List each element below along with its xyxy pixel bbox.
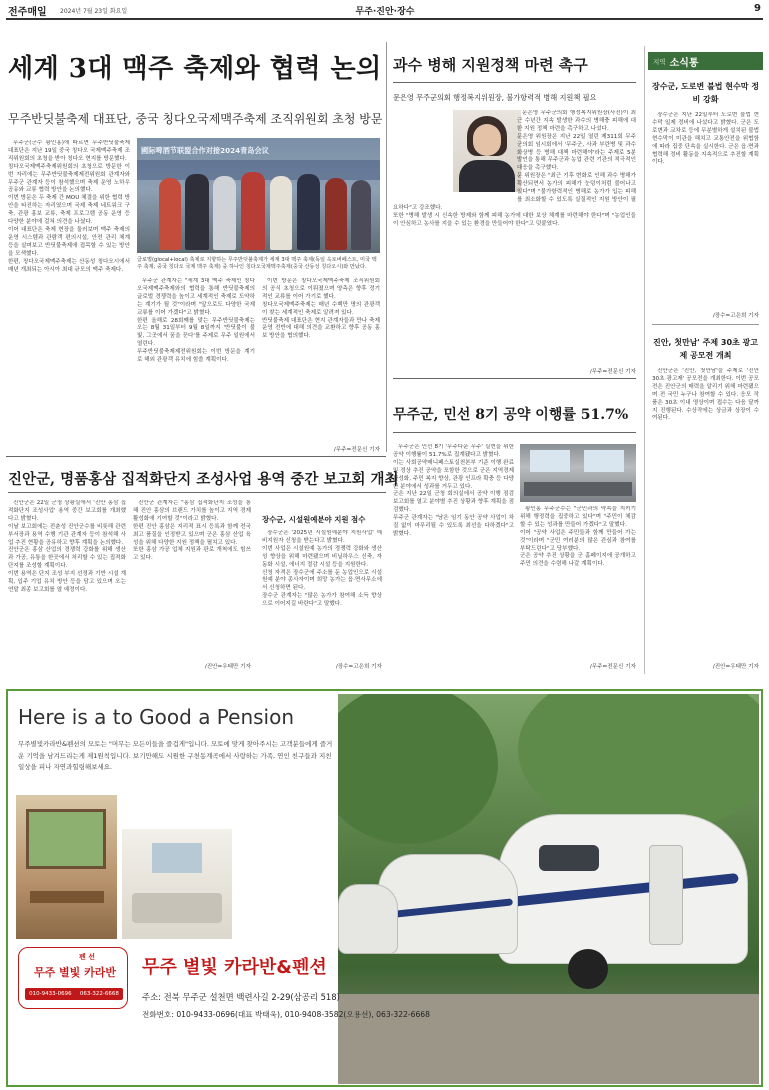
ad-headline: Here is a to Good a Pension <box>18 705 295 729</box>
person-figure <box>159 178 181 250</box>
caravan <box>338 884 398 954</box>
ad-address: 주소: 전북 무주군 설천면 백련사길 2-29(삼공리 518) <box>142 992 340 1002</box>
jangsu-body: 장수군은 '2025년 시설원예분야 지원사업' 예비지원자 신청을 받는다고 밝혔다. 이번 사업은 시설원예 농가의 경쟁력 강화와 생산성 향상을 위해 마련됐으며 비닐하우스 신축, 자동화 시설, 에너지 절감 시설 등을 지원한다. 신청 자격은 장수군에 주소를 둔 농업인으로 시설원예 분야 종사자이며 희망 농가는 읍·면사무소에서 신청하면 된다. 장수군 관계자는 "많은 농가가 참여해 소득 향상으로 이어지길 바란다"고 말했다. <box>262 530 382 608</box>
meeting-photo <box>520 444 636 502</box>
person-figure <box>270 176 292 250</box>
caravan-window <box>539 845 599 871</box>
pledge-top-rule <box>393 378 636 379</box>
sidebar-item1-text: 장수군은 지난 22일부터 도로변 불법 현수막 일제 정비에 나섰다고 밝혔다. 군은 도로변과 교차로 등에 무분별하게 설치된 불법 현수막이 미관을 해치고 교통안전을 위협함에 따라 집중 단속을 실시한다. 군은 읍·면과 협력해 정비 활동을 지속적으로 추진할 계획이다. <box>652 112 759 166</box>
jangsu-headline: 장수군, 시설원예분야 지원 점수 <box>262 515 366 524</box>
ad-interior-photo <box>122 829 232 939</box>
sidebar-item1-byline: /장수=고은희 기자 <box>712 313 759 319</box>
meeting-screen <box>584 450 624 472</box>
jinan-col2 <box>133 500 251 660</box>
column-divider <box>386 42 387 452</box>
sidebar-item2-title: 진안, 첫만남' 주제 30초 광고제 공모전 개최 <box>652 338 759 360</box>
masthead-paper-name: 전주매일 <box>8 7 47 18</box>
right-headline: 과수 병해 지원정책 마련 촉구 <box>393 56 588 74</box>
ad-caravan-photo <box>338 694 759 1084</box>
room-table <box>30 891 104 903</box>
interior-window <box>152 843 202 873</box>
person-figure <box>241 172 265 250</box>
person-figure <box>185 174 209 250</box>
jangsu-byline: /장수=고은희 기자 <box>335 664 382 670</box>
main-article-col3-text: 이번 방문은 칭다오국제맥주축제 조직위원회의 공식 초청으로 이뤄졌으며 양측은 향후 정기적인 교류를 이어 가기로 했다. 칭다오국제맥주축제는 매년 수백만 명의 관광객이 찾는 세계적인 축제로 알려져 있다. 반딧불축제 대표단은 현지 관계자들과 만나 축제 운영 전반에 대해 의견을 교환하고 향후 공동 홍보 방안을 협의했다. <box>262 278 380 340</box>
tree-foliage <box>518 694 759 834</box>
ad-logo-phone2: 063-322-6668 <box>79 991 119 997</box>
jinan-byline: /진안=우태만 기자 <box>204 664 251 670</box>
right-headline-rule <box>393 82 636 83</box>
jinan-headline-rule <box>8 492 386 493</box>
portrait-float-spacer <box>393 110 517 200</box>
main-photo <box>137 138 380 253</box>
person-figure <box>325 178 347 250</box>
ad-frame <box>6 689 763 1087</box>
main-article-col2 <box>137 278 255 450</box>
person-figure <box>351 180 371 250</box>
ad-business-name: 무주 별빛 카라반&펜션 <box>142 957 327 978</box>
section-title: 무주·진안·장수 <box>355 7 415 17</box>
sidebar-divider <box>652 324 759 325</box>
masthead-date: 2024년 7월 23일 화요일 <box>60 8 128 15</box>
jinan-col1 <box>8 500 126 670</box>
main-article-col2-text: 무주군 관계자는 "세계 3대 맥주 축제인 칭다오국제맥주축제와의 협력을 통해 반딧불축제의 글로벌 경쟁력을 높이고 세계적인 축제로 도약하는 계기가 될 것"이라며 "앞으로도 다양한 국제 교류를 이어 가겠다"고 밝혔다. 한편 올해로 28회째를 맞는 무주반딧불축제는 오는 8월 31일부터 9월 8일까지 '반딧불이 불빛, 그곳에서 꿈을 꾼다'를 주제로 무주 일원에서 열린다. 무주반딧불축제제전위원회는 이번 방문을 계기로 해외 관광객 유치에 힘쓸 계획이다. <box>137 278 255 364</box>
ad-logo-phone: 010-9433-0696 <box>29 991 72 997</box>
interior-bed <box>132 893 222 923</box>
main-article-byline: /무주=전문신 기자 <box>333 447 380 453</box>
header-rule <box>6 18 763 20</box>
pledge-headline-rule <box>393 432 636 433</box>
meeting-table <box>524 482 632 496</box>
caravan-wheel <box>568 949 608 989</box>
jangsu-text <box>262 530 382 660</box>
ad-room-photo <box>16 795 117 939</box>
main-article-col1-text: 무주군(군수 황인홍)에 따르면 무주반딧불축제 대표단은 지난 19일 중국 칭다오 국제맥주축제 조직위원회의 초청을 받아 칭다오 현지를 방문했다. 칭다오국제맥주축제위원회의 초청으로 방문한 이번 자리에는 무주반딧불축제제전위원회 관계자와 무주군 관계자 등이 참석했으며 축제 운영 노하우 공유와 교류 협력 방안을 논의했다. 이번 방문은 두 축제 간 MOU 체결을 위한 협력 방안을 타진하는 자리였으며 국제 축제 네트워크 구축, 관광 홍보 교류, 축제 프로그램 공동 운영 등 다양한 분야에 걸쳐 의견을 나눴다. 이어 대표단은 축제 현장을 둘러보며 맥주 축제의 운영 시스템과 관람객 편의시설, 안전 관리 체계 등을 살펴보고 반딧불축제에 접목할 수 있는 방안을 모색했다. 한편, 칭다오국제맥주축제는 산동성 칭다오시에서 매년 개최되는 아시아 최대 규모의 맥주 축제다. <box>8 140 130 273</box>
pledge-byline: /무주=전문신 기자 <box>589 664 636 670</box>
sidebar-item1-body <box>652 112 759 302</box>
page-number: 9 <box>754 3 761 14</box>
ad-logo-top: 펜 선 <box>79 953 95 961</box>
jinan-col2-text: 진안군 관계자는 "홍삼 집적화단지 조성을 통해 진안 홍삼의 브랜드 가치를 높이고 지역 경제 활성화에 기여할 것"이라고 밝혔다. 한편 진안 홍삼은 지리적 표시 등록과 함께 전국 최고 품질을 인정받고 있으며 군은 홍삼 산업 육성을 위해 다양한 지원 정책을 펼치고 있다. 또한 홍삼 가공 업체 지원과 판로 개척에도 힘쓰고 있다. <box>133 500 251 562</box>
tree-foliage <box>338 694 498 844</box>
jinan-col1-text: 진안군은 22일 군청 상황실에서 '진안 홍삼 집적화단지 조성사업' 용역 중간 보고회를 개최했다고 밝혔다. 이날 보고회에는 전춘성 진안군수를 비롯해 관련 부서장과 용역 수행 기관 관계자 등이 참석해 사업 추진 현황을 공유하고 향후 계획을 논의했다. 진안군은 홍삼 산업의 경쟁력 강화를 위해 생산과 가공, 유통을 한곳에서 처리할 수 있는 집적화단지를 조성할 계획이다. 이번 용역은 단지 조성 부지 선정과 기반 시설 계획, 입주 기업 유치 방안 등을 담고 있으며 오는 연말 최종 보고회를 열 예정이다. <box>8 500 126 593</box>
meeting-screen <box>530 450 570 472</box>
main-headline: 세계 3대 맥주 축제와 협력 논의 <box>8 54 382 84</box>
caravan-stripe <box>509 873 739 907</box>
sidebar-item1-title: 장수군, 도로변 불법 현수막 정비 강화 <box>652 82 759 104</box>
sidebar-title: 소식통 <box>669 57 699 69</box>
pledge-col2 <box>520 506 636 662</box>
ad-logo-main: 무주 별빛 카라반 <box>33 966 117 979</box>
main-subheadline: 무주반딧불축제 대표단, 중국 칭다오국제맥주축제 조직위원회 초청 방문 <box>8 112 383 126</box>
person-figure <box>297 174 320 250</box>
main-photo-caption: 글로벌(glocal+local) 축제로 지향하는 무주반딧불축제가 세계 3대 맥주 축제(독일 옥토버페스트, 미국 맥주 축제, 중국 칭다오 국제 맥주 축제) 중 하나인 칭다오국제맥주축제(중국 산동성 칭다오시)와 만났다. <box>137 257 377 270</box>
pledge-col2-text: 황인홍 무주군수는 "군민과의 약속을 지키기 위해 행정력을 집중하고 있다"며 "주민이 체감할 수 있는 성과를 만들어 가겠다"고 말했다. 이어 "공약 사업은 주민들과 함께 만들어 가는 것"이라며 "군민 여러분의 많은 관심과 참여를 부탁드린다"고 당부했다. 군은 공약 추진 상황을 군 홈페이지에 공개하고 주민 의견을 수렴해 나갈 계획이다. <box>520 506 636 568</box>
pledge-col1-text: 무주군은 민선 8기 '무주다운 무주' 실현을 위한 공약 이행률이 51.7%로 집계됐다고 밝혔다. 이는 사회공약매니페스토실천본부 기준 이행 완료 및 정상 추진 공약을 포함한 것으로 군은 지역경제 활성화, 주민 복지 향상, 관광 인프라 확충 등 다양한 분야에서 성과를 거두고 있다. 군은 지난 22일 군청 회의실에서 공약 이행 점검 보고회를 열고 분야별 추진 상황과 향후 계획을 점검했다. 무주군 관계자는 "남은 임기 동안 공약 사업이 차질 없이 마무리될 수 있도록 최선을 다하겠다"고 밝혔다. <box>393 444 514 537</box>
right-article-byline: /무주=전문신 기자 <box>589 369 636 375</box>
sidebar-item2-byline: /진안=우태만 기자 <box>712 664 759 670</box>
ad-description: 무주별빛카라반&펜션의 모토는 "머무는 모든이들을 즐겁게"입니다. 모토에 맞게 찾아주시는 고객분들에게 즐거운 기억을 남겨드리는게 제1원칙입니다. 보기만해도 시원한 구천동계곡에서 사랑하는 가족, 연인 친구들과 지친 일상을 피나 자연과힐링해보세요. <box>18 740 333 771</box>
main-article-col1 <box>8 140 130 450</box>
sidebar-item2-body <box>652 368 759 656</box>
caravan-door <box>649 845 683 945</box>
photo-banner-text: 國际啤酒节联盟合作对接2024青岛会议 <box>141 146 269 155</box>
sidebar-region-label: 지역 <box>653 57 666 66</box>
room-window <box>26 809 106 869</box>
jinan-top-rule <box>6 456 386 457</box>
jinan-headline: 진안군, 명품홍삼 집적화단지 조성사업 용역 중간 보고회 개최 <box>8 471 399 488</box>
ground <box>338 994 759 1084</box>
caravan <box>498 814 748 964</box>
right-article-body: 문은영 무주군의회 행정복지위원장(사진)이 최근 수년간 지속 발생한 과수의 병해충 피해에 대한 지원 정책 마련을 촉구하고 나섰다. 문은영 위원장은 지난 22일 열린 제311회 무주군의회 임시회에서 '무주군, 사과 부란병 및 과수화상병 등 병해 대책 마련해야'라는 주제로 5분 발언을 통해 무주군과 농업 관련 기관의 적극적인 대응을 촉구했다. 문 위원장은 "최근 기후 변화로 인해 과수 병해가 확산되면서 농가의 피해가 눈덩이처럼 불어나고 있다"며 "불가항력적인 병해로 농가가 입는 피해를 최소화할 수 있도록 실질적인 지원 방안이 필요하다"고 강조했다. 또한 "병해 발생 시 신속한 방제와 함께 피해 농가에 대한 보상 체계를 마련해야 한다"며 "농업인들이 안심하고 농사를 지을 수 있는 환경을 만들어야 한다"고 덧붙였다. <box>393 110 636 227</box>
pledge-col1 <box>393 444 514 666</box>
pledge-headline: 무주군, 민선 8기 공약 이행률 51.7% <box>393 407 629 423</box>
sidebar-header <box>648 52 763 70</box>
person-figure <box>213 176 236 250</box>
right-article-text <box>393 110 636 365</box>
ad-phone: 전화번호: 010-9433-0696(대표 박태욱), 010-9408-3582(오용선), 063-322-6668 <box>142 1010 430 1019</box>
main-article-col3 <box>262 278 380 450</box>
caravan <box>378 854 518 954</box>
ad-logo-phone-bar <box>25 988 123 1000</box>
caravan-stripe <box>385 898 513 918</box>
ad-logo <box>18 947 128 1009</box>
right-subheadline: 문은영 무주군의회 행정복지위원장, 불가항력적 병해 지원책 필요 <box>393 93 597 102</box>
sidebar-item2-text: 진안군은 '진안, 첫만남'을 주제로 '진안 30초 광고제' 공모전을 개최한다. 이번 공모전은 진안군의 매력을 알리기 위해 마련됐으며 전 국민 누구나 참여할 수 있다. 응모 작품은 30초 이내 영상이며 접수는 다음 달까지 진행된다. 수상작에는 상금과 상장이 수여된다. <box>652 368 759 422</box>
